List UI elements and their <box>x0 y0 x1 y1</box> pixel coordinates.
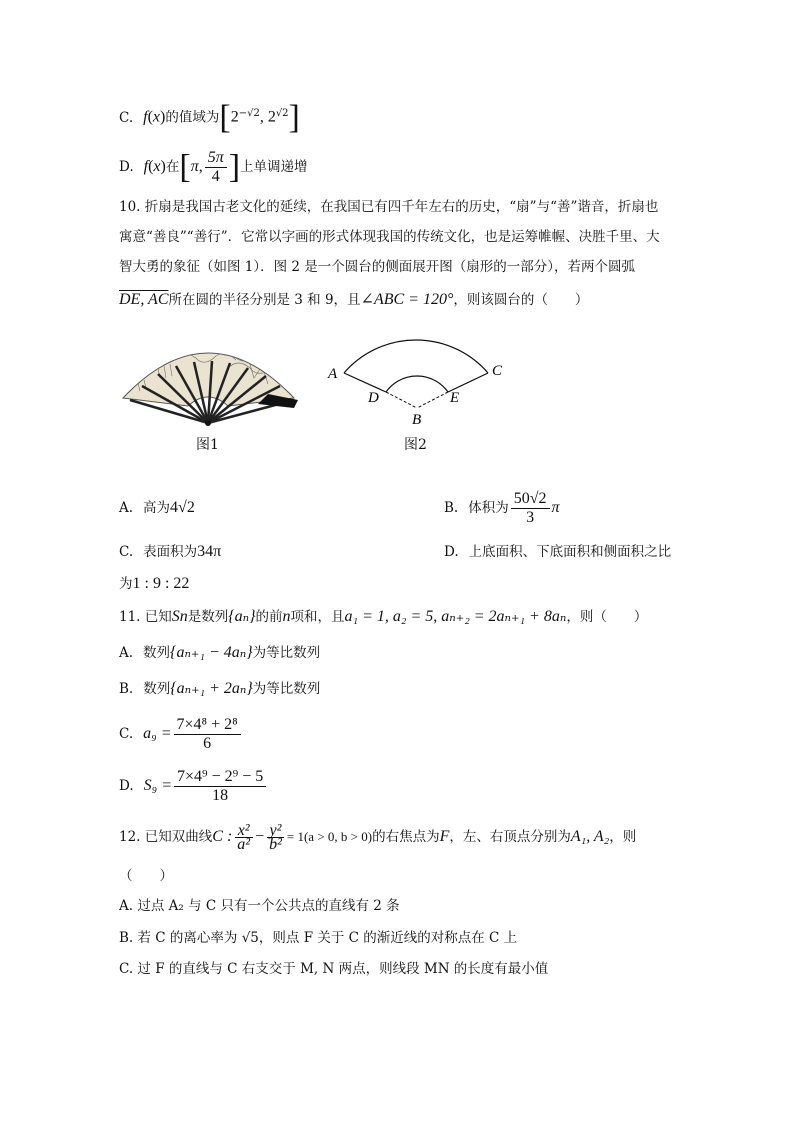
fraction <box>174 768 266 805</box>
q11-option-b <box>119 679 320 699</box>
option-label: B. <box>119 681 134 697</box>
interval-low: π <box>190 158 199 175</box>
option-text: 为 <box>119 576 133 592</box>
option-text: 体积为 <box>468 500 509 516</box>
dashed-eb <box>417 392 448 408</box>
option-text: 为等比数列 <box>252 645 321 661</box>
option-label: C. <box>119 726 134 742</box>
q10-option-d <box>444 542 671 562</box>
option-label: D. <box>119 778 134 794</box>
option-text: 为等比数列 <box>252 681 321 697</box>
option-label: A. <box>119 645 134 661</box>
q12-option-c: C. 过 F 的直线与 C 右支交于 M, N 两点，则线段 MN 的长度有最小值 <box>119 961 549 977</box>
dashed-db <box>386 392 417 408</box>
option-label: A. <box>119 500 134 516</box>
stem-text: 的右焦点为 <box>372 829 440 845</box>
func-name: f <box>143 158 149 175</box>
q10-option-b <box>444 490 560 527</box>
fraction-numerator: 7×4⁸ + 2⁸ <box>174 716 241 735</box>
option-label: D. <box>119 159 134 175</box>
func-name: f <box>143 108 148 126</box>
sequence-symbol: {aₙ} <box>228 608 256 625</box>
angle-value: ∠ABC = 120° <box>360 291 454 308</box>
stem-text: 所在圆的半径分别是 3 和 9，且 <box>168 292 361 308</box>
stem-text: 是数列 <box>187 609 229 625</box>
label-b: B <box>412 412 422 428</box>
q9-option-c: C. f(x)的值域为[$2^{-√2}$, $2^{√2}$] <box>119 99 300 136</box>
option-value: 4√2 <box>170 499 195 516</box>
q11-option-c <box>119 716 243 753</box>
range-high-base: 2 <box>267 108 276 126</box>
option-text: 表面积为 <box>143 544 198 560</box>
range-low-exp: −√2 <box>238 108 260 119</box>
q12-option-a: A. 过点 A₂ 与 C 只有一个公共点的直线有 2 条 <box>119 898 400 914</box>
q9-option-d: D. f(x)在[π, $\frac{5\pi}{4}$ ]上单调递增 <box>119 148 308 186</box>
sequence-expr: {aₙ₊₁ − 4aₙ} <box>170 644 253 661</box>
range-low-base: 2 <box>230 108 239 126</box>
label-e: E <box>450 390 460 406</box>
q11-option-a <box>119 643 320 663</box>
stem-text: 12. 已知双曲线 <box>119 829 213 845</box>
option-lhs: S₉ = <box>143 777 172 794</box>
fraction-denominator: 6 <box>203 735 212 752</box>
fraction-denominator: a² <box>237 836 251 853</box>
fraction-numerator: x² <box>235 824 253 838</box>
stem-text: ，左、右顶点分别为 <box>449 829 571 845</box>
fraction-denominator: b² <box>269 836 282 853</box>
option-text: 的值域为 <box>165 109 220 126</box>
option-text: 高为 <box>143 500 171 516</box>
fraction <box>174 716 241 753</box>
option-label: B. <box>444 500 459 516</box>
fraction-denominator: 3 <box>526 509 535 526</box>
fan-figure-1 <box>118 328 300 428</box>
stem-text: ，则（ ） <box>566 609 648 625</box>
left-bracket: [ <box>219 99 231 136</box>
sum-symbol: Sn <box>171 608 188 625</box>
stem-text: 11. 已知 <box>119 609 172 625</box>
option-text: 数列 <box>143 645 171 661</box>
q10-stem-line4 <box>119 290 588 310</box>
fraction-denominator: 18 <box>212 787 229 804</box>
stem-text: ，则该圆台的（ ） <box>453 292 589 308</box>
fraction-denominator: 4 <box>211 168 220 185</box>
right-bracket: ] <box>288 99 300 136</box>
q10-option-a <box>119 498 195 518</box>
sector-figure-2 <box>324 320 514 430</box>
fraction-numerator: 5π <box>205 149 227 168</box>
q11-stem <box>119 607 647 627</box>
option-label: D. <box>444 544 459 560</box>
option-text: 上底面积、下底面积和侧面积之比 <box>468 544 672 560</box>
range-high-exp: √2 <box>275 108 289 119</box>
q12-paren: （ ） <box>119 868 173 884</box>
q10-option-d-continued <box>119 574 189 594</box>
label-d: D <box>368 390 379 406</box>
stem-text: 项和，且 <box>290 609 345 625</box>
option-value: 34π <box>197 543 222 560</box>
label-c: C <box>492 363 503 379</box>
option-label: C. <box>119 544 134 560</box>
fraction-y <box>266 824 285 851</box>
option-lhs: a₉ = <box>143 725 172 742</box>
fraction <box>205 149 227 186</box>
outer-arc-ac <box>344 340 488 373</box>
sequence-expr: {aₙ₊₁ + 2aₙ} <box>170 680 253 697</box>
segment-ad <box>344 373 386 392</box>
fraction-numerator: 7×4⁹ − 2⁹ − 5 <box>174 768 266 787</box>
right-bracket: ] <box>228 148 241 186</box>
pi-symbol: π <box>551 499 560 516</box>
q10-stem-line2: 寓意“善良”“善行”．它常以字画的形式体现我国的传统文化，也是运筹帷幄、决胜千里、大 <box>119 229 660 245</box>
stem-text: 的前 <box>255 609 283 625</box>
option-text: 上单调递增 <box>240 159 308 175</box>
fraction-x <box>234 824 253 851</box>
option-label: C. <box>119 109 134 126</box>
func-arg: x <box>153 158 161 175</box>
recurrence-condition: a₁ = 1, a₂ = 5, aₙ₊₂ = 2aₙ₊₁ + 8aₙ <box>344 608 567 625</box>
figure-2-caption: 图2 <box>404 437 427 453</box>
arc-labels: DE, AC <box>119 291 169 308</box>
stem-text: ，则 <box>609 829 637 845</box>
q11-option-d <box>119 768 268 805</box>
equation-rhs: = 1(a > 0, b > 0) <box>286 829 373 844</box>
left-bracket: [ <box>179 148 191 186</box>
label-a: A <box>328 366 338 382</box>
q10-option-c <box>119 542 221 562</box>
n-symbol: n <box>282 608 291 625</box>
inner-arc-de <box>386 376 448 392</box>
func-arg: x <box>152 108 161 126</box>
fraction-numerator: 50√2 <box>511 490 550 509</box>
q12-option-b: B. 若 C 的离心率为 √5，则点 F 关于 C 的渐近线的对称点在 C 上 <box>119 930 518 946</box>
q12-stem <box>119 824 636 851</box>
q10-stem-line1: 10. 折扇是我国古老文化的延续，在我国已有四千年左右的历史，“扇”与“善”谐音，折扇也 <box>119 199 659 215</box>
focus-symbol: F <box>439 828 450 845</box>
fraction-numerator: y² <box>267 824 285 838</box>
q10-stem-line3: 智大勇的象征（如图 1）．图 2 是一个圆台的侧面展开图（扇形的一部分），若两个圆弧 <box>119 259 636 275</box>
vertex-symbols: A₁, A₂ <box>570 828 610 845</box>
minus-sign: − <box>255 828 265 845</box>
fraction <box>511 490 550 527</box>
option-text: 在 <box>165 159 180 175</box>
figure-1-caption: 图1 <box>196 437 219 453</box>
option-text: 数列 <box>143 681 171 697</box>
curve-name: C : <box>212 828 233 845</box>
ratio-value: 1 : 9 : 22 <box>132 575 190 592</box>
